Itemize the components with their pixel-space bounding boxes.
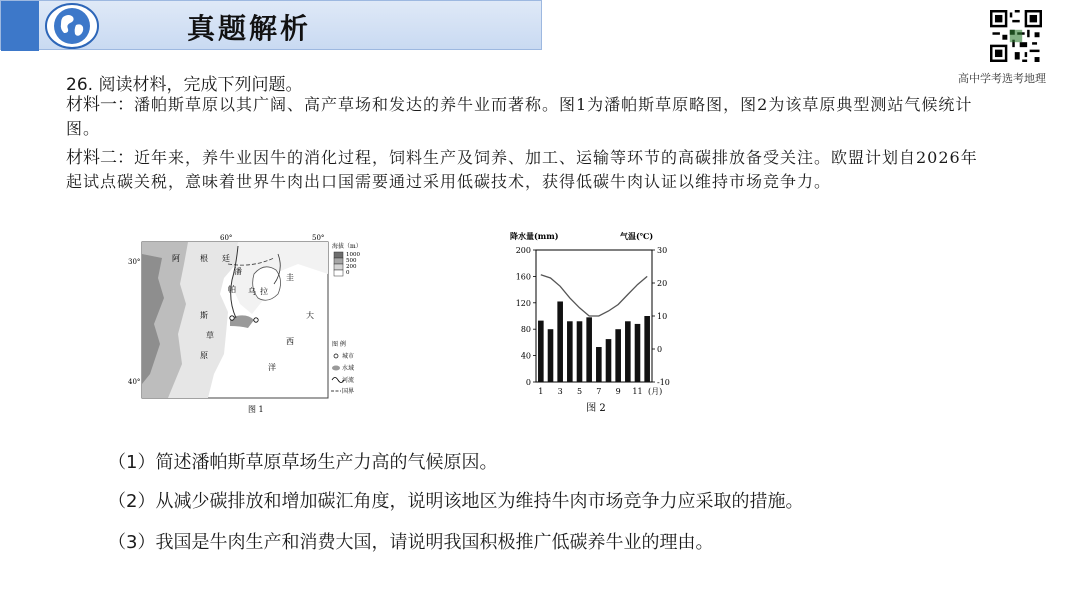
city-marker xyxy=(254,318,258,322)
place-label: 斯 xyxy=(200,311,208,320)
x-tick-label: 1 xyxy=(538,387,544,396)
precipitation-bar xyxy=(635,324,641,382)
material-1-label: 材料一： xyxy=(66,95,134,115)
x-tick-label: 9 xyxy=(615,387,621,396)
page-title: 真题解析 xyxy=(187,12,312,45)
precipitation-bar xyxy=(567,321,573,382)
precipitation-bar xyxy=(557,301,563,382)
figure-1-caption: 图 1 xyxy=(248,405,264,414)
material-2-text: 近年来，养牛业因牛的消化过程，饲料生产及饲养、加工、运输等环节的高碳排放备受关注。欧盟计划自2026年起试点碳关税，意味着世界牛肉出口国需要通过采用低碳技术，获得低碳牛肉认证以维持市场竞争力。 xyxy=(66,148,978,191)
lon-label: 60° xyxy=(220,234,233,242)
material-1 xyxy=(66,93,986,141)
legend-title: 海拔（m） xyxy=(332,243,362,250)
x-tick-label: 5 xyxy=(576,387,583,396)
x-tick-label: 3 xyxy=(557,387,563,396)
y-right-tick-label: 30 xyxy=(657,246,668,255)
place-label: 潘 xyxy=(234,267,242,276)
legend-item: 水域 xyxy=(342,365,355,372)
sub-question-3: （3）我国是牛肉生产和消费大国，请说明我国积极推广低碳养牛业的理由。 xyxy=(108,532,714,553)
y-right-label: 气温(℃) xyxy=(620,231,654,241)
place-label: 乌 xyxy=(248,287,256,296)
place-label: 洋 xyxy=(268,363,276,372)
header-banner xyxy=(0,0,542,50)
legend-item: 河流 xyxy=(342,377,355,384)
material-2-label: 材料二： xyxy=(66,148,134,168)
figure-1-map xyxy=(128,234,364,414)
y-left-tick-label: 200 xyxy=(515,246,531,255)
water-legend-icon xyxy=(332,366,340,371)
place-label: 原 xyxy=(200,351,208,360)
precipitation-bar xyxy=(577,321,583,382)
precipitation-bar xyxy=(538,321,544,382)
place-label: 廷 xyxy=(222,254,230,263)
place-label: 拉 xyxy=(260,287,268,296)
legend-swatch xyxy=(334,264,343,270)
lat-label: 30° xyxy=(128,258,141,266)
x-unit-label: (月) xyxy=(648,387,663,396)
legend-item: 国界 xyxy=(342,388,355,395)
y-right-tick-label: 0 xyxy=(657,345,663,354)
place-label: 圭 xyxy=(286,273,294,282)
place-label: 帕 xyxy=(228,285,236,294)
y-right-tick-label: 20 xyxy=(657,279,668,288)
city-marker xyxy=(230,316,234,320)
y-left-tick-label: 160 xyxy=(515,272,531,282)
city-legend-icon xyxy=(334,354,338,358)
figure-2-climate-chart xyxy=(508,230,676,416)
place-label: 草 xyxy=(206,331,214,340)
precipitation-bar xyxy=(615,329,621,382)
y-left-tick-label: 80 xyxy=(520,325,531,335)
precipitation-bar xyxy=(625,321,631,382)
legend-swatch xyxy=(334,270,343,276)
legend-heading: 图 例 xyxy=(332,341,346,348)
legend-item: 城市 xyxy=(342,353,355,360)
place-label: 阿 xyxy=(172,254,180,263)
lon-label: 50° xyxy=(312,234,325,242)
lat-label: 40° xyxy=(128,378,141,386)
x-tick-label: 11 xyxy=(632,387,643,396)
y-right-tick-label: -10 xyxy=(657,378,670,387)
sub-question-1: （1）简述潘帕斯草原草场生产力高的气候原因。 xyxy=(108,452,498,473)
legend-swatch xyxy=(334,252,343,258)
material-2 xyxy=(66,146,986,194)
place-label: 西 xyxy=(286,337,294,346)
globe-icon xyxy=(43,3,101,49)
precipitation-bar xyxy=(548,329,554,382)
y-left-label: 降水量(mm) xyxy=(510,231,559,241)
brand-text: 高中学考选考地理 xyxy=(958,72,1046,85)
precipitation-bar xyxy=(586,317,592,382)
y-left-tick-label: 0 xyxy=(525,378,531,387)
legend-value: 200 xyxy=(346,264,357,270)
question-title: 26. 阅读材料，完成下列问题。 xyxy=(66,75,303,95)
material-1-text: 潘帕斯草原以其广阔、高产草场和发达的养牛业而著称。图1为潘帕斯草原略图，图2为该草原典型测站气候统计图。 xyxy=(66,95,973,138)
precipitation-bar xyxy=(606,339,612,382)
precipitation-bar xyxy=(644,316,650,382)
figure-2-caption: 图 2 xyxy=(586,403,606,414)
sub-question-2: （2）从减少碳排放和增加碳汇角度，说明该地区为维持牛肉市场竞争力应采取的措施。 xyxy=(108,491,804,512)
temperature-curve xyxy=(541,275,647,316)
legend-value: 0 xyxy=(346,270,350,276)
x-tick-label: 7 xyxy=(596,387,602,396)
legend-value: 1000 xyxy=(346,252,360,258)
precipitation-bar xyxy=(596,347,602,382)
y-left-tick-label: 40 xyxy=(520,351,531,361)
y-left-tick-label: 120 xyxy=(515,298,531,308)
y-right-tick-label: 10 xyxy=(657,312,668,321)
legend-swatch xyxy=(334,258,343,264)
qr-code-icon xyxy=(990,10,1042,62)
legend-value: 500 xyxy=(346,258,357,264)
place-label: 大 xyxy=(306,311,314,320)
banner-accent xyxy=(1,1,39,51)
place-label: 根 xyxy=(200,254,208,263)
